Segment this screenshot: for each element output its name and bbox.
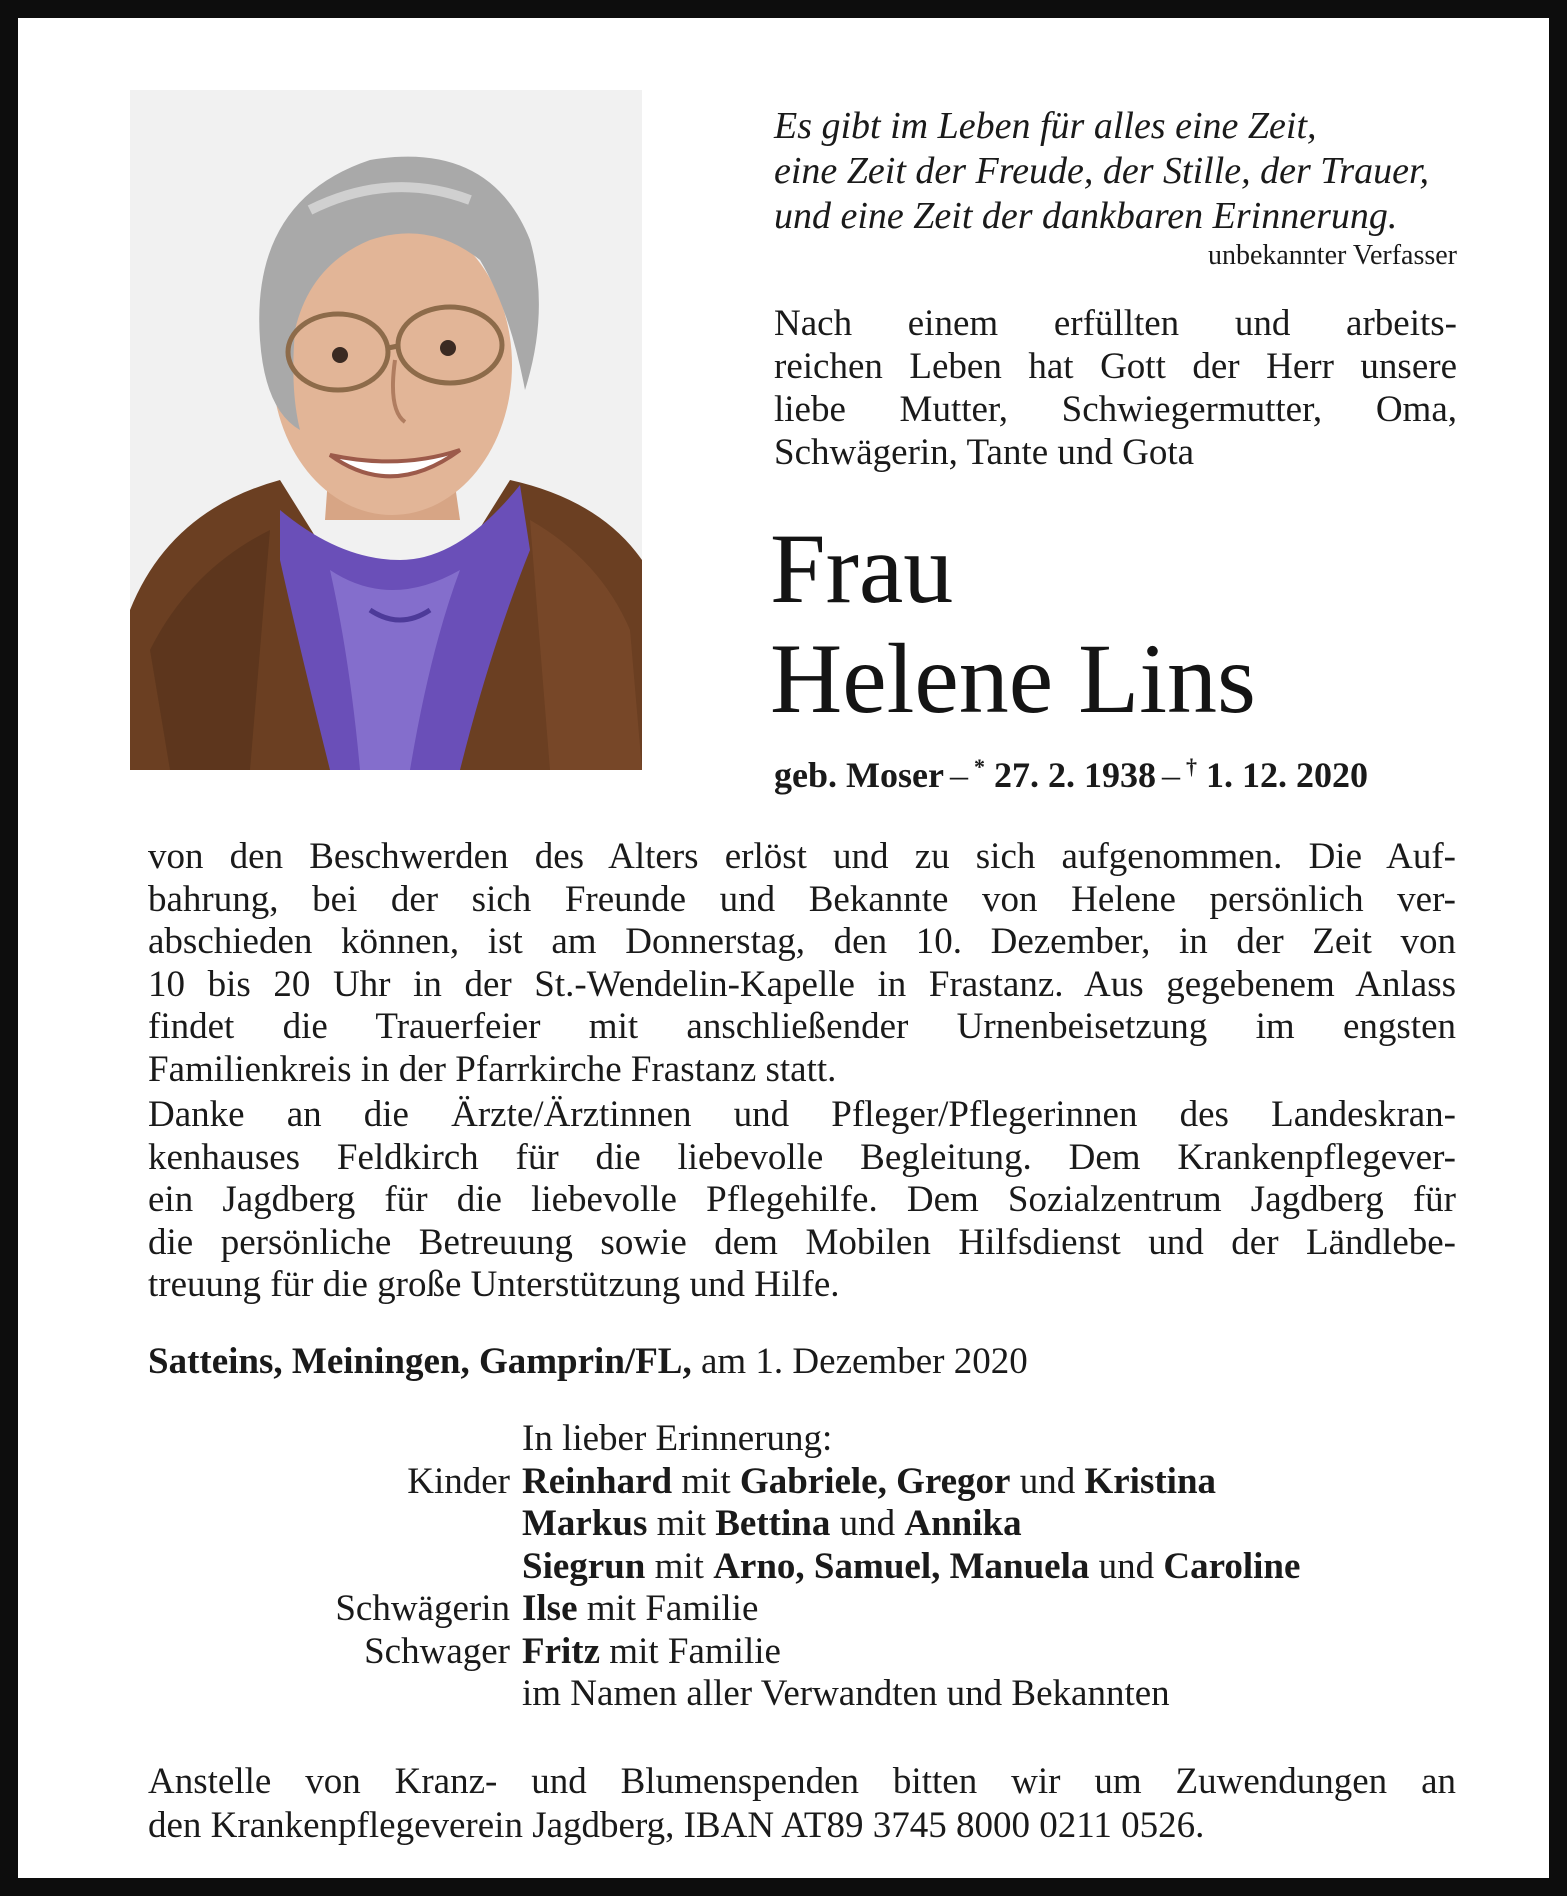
donation-note bbox=[148, 1760, 1456, 1848]
brother-in-law-name: Fritz bbox=[522, 1630, 601, 1672]
family-name: Arno, Samuel, Manuela bbox=[713, 1545, 1090, 1587]
intro-line: Schwägerin, Tante und Gota bbox=[774, 432, 1195, 473]
donation-line: den Krankenpflegeverein Jagdberg, IBAN AT89 3745 8000 0211 0526. bbox=[148, 1805, 1205, 1846]
family-name: Bettina bbox=[715, 1503, 831, 1544]
children-row: Kinder Reinhard mit Gabriele, Gregor und Kristina bbox=[148, 1461, 1468, 1504]
family-name: Caroline bbox=[1163, 1545, 1301, 1587]
children-row: Siegrun mit Arno, Samuel, Manuela und Caroline bbox=[522, 1545, 1301, 1587]
intro-text bbox=[774, 302, 1457, 474]
place-and-date bbox=[148, 1340, 1456, 1383]
child-name: Markus bbox=[522, 1503, 648, 1544]
sister-in-law-label: Schwägerin bbox=[335, 1588, 510, 1629]
paragraph-line: findet die Trauerfeier mit anschließender Urnenbeisetzung im engsten bbox=[148, 1006, 1456, 1047]
portrait-photo bbox=[130, 90, 642, 770]
quote-line: eine Zeit der Freude, der Stille, der Trauer, bbox=[774, 150, 1430, 192]
birth-date: 27. 2. 1938 bbox=[993, 755, 1156, 795]
paragraph-line: 10 bis 20 Uhr in der St.-Wendelin-Kapelle in Frastanz. Aus gegebenem Anlass bbox=[148, 963, 1456, 1005]
quote-author: unbekannter Verfasser bbox=[1207, 240, 1457, 271]
dash: – bbox=[1161, 755, 1180, 795]
all-relatives: im Namen aller Verwandten und Bekannten bbox=[522, 1673, 1170, 1714]
paragraph-line: abschieden können, ist am Donnerstag, den 10. Dezember, in der Zeit von bbox=[148, 921, 1456, 962]
portrait-image bbox=[130, 90, 642, 770]
all-relatives-row bbox=[148, 1673, 1468, 1716]
children-row: Markus mit Bettina und Annika bbox=[522, 1503, 1022, 1544]
paragraph-line: ein Jagdberg für die liebevolle Pflegehilfe. Dem Sozialzentrum Jagdberg für bbox=[148, 1179, 1456, 1220]
paragraph-line: kenhauses Feldkirch für die liebevolle Begleitung. Dem Krankenpflegever- bbox=[148, 1136, 1456, 1178]
birth-symbol: * bbox=[973, 754, 985, 779]
donation-line: Anstelle von Kranz- und Blumenspenden bitten wir um Zuwendungen an bbox=[148, 1761, 1456, 1802]
family-name: Gabriele, Gregor bbox=[739, 1460, 1011, 1502]
death-date: 1. 12. 2020 bbox=[1205, 755, 1368, 795]
sister-in-law-row: Schwägerin Ilse mit Familie bbox=[148, 1588, 1468, 1631]
birth-name: geb. Moser bbox=[774, 755, 944, 795]
intro-line: liebe Mutter, Schwiegermutter, Oma, bbox=[774, 389, 1457, 430]
thanks-paragraph bbox=[148, 1094, 1456, 1307]
announcement-paragraph bbox=[148, 836, 1456, 1091]
quote-line: Es gibt im Leben für alles eine Zeit, bbox=[774, 105, 1317, 147]
paragraph-line: treuung für die große Unterstützung und Hilfe. bbox=[148, 1264, 840, 1305]
places: Satteins, Meiningen, Gamprin/FL, bbox=[148, 1341, 692, 1382]
child-name: Reinhard bbox=[522, 1460, 673, 1502]
paragraph-line: bahrung, bei der sich Freunde und Bekannte von Helene persönlich ver- bbox=[148, 878, 1456, 920]
child-name: Siegrun bbox=[522, 1545, 646, 1587]
intro-line: Nach einem erfüllten und arbeits- bbox=[774, 303, 1457, 344]
paragraph-line: von den Beschwerden des Alters erlöst und zu sich aufgenommen. Die Auf- bbox=[148, 836, 1456, 877]
life-dates bbox=[774, 754, 1464, 796]
family-heading-row bbox=[148, 1418, 1468, 1461]
paragraph-line: Danke an die Ärzte/Ärztinnen und Pfleger/Pflegerinnen des Landeskran- bbox=[148, 1094, 1456, 1135]
announcement-date: am 1. Dezember 2020 bbox=[700, 1341, 1028, 1382]
paragraph-line: die persönliche Betreuung sowie dem Mobilen Hilfsdienst und der Ländlebe- bbox=[148, 1221, 1456, 1263]
death-symbol: † bbox=[1185, 754, 1197, 779]
family-heading: In lieber Erinnerung: bbox=[522, 1418, 833, 1459]
brother-in-law-label: Schwager bbox=[364, 1630, 510, 1672]
deceased-name: Helene Lins bbox=[770, 623, 1256, 734]
children-label: Kinder bbox=[407, 1460, 510, 1502]
deceased-name-heading bbox=[770, 514, 1470, 734]
sister-in-law-name: Ilse bbox=[522, 1588, 578, 1629]
intro-line: reichen Leben hat Gott der Herr unsere bbox=[774, 346, 1457, 387]
memorial-quote bbox=[774, 104, 1454, 239]
paragraph-line: Familienkreis in der Pfarrkirche Frastanz statt. bbox=[148, 1048, 837, 1090]
dash: – bbox=[949, 755, 968, 795]
brother-in-law-row: Schwager Fritz mit Familie bbox=[148, 1631, 1468, 1674]
quote-line: und eine Zeit der dankbaren Erinnerung. bbox=[774, 195, 1398, 237]
deceased-title: Frau bbox=[770, 513, 954, 624]
family-name: Annika bbox=[904, 1503, 1022, 1544]
family-list bbox=[148, 1418, 1468, 1716]
family-name: Kristina bbox=[1084, 1460, 1217, 1502]
